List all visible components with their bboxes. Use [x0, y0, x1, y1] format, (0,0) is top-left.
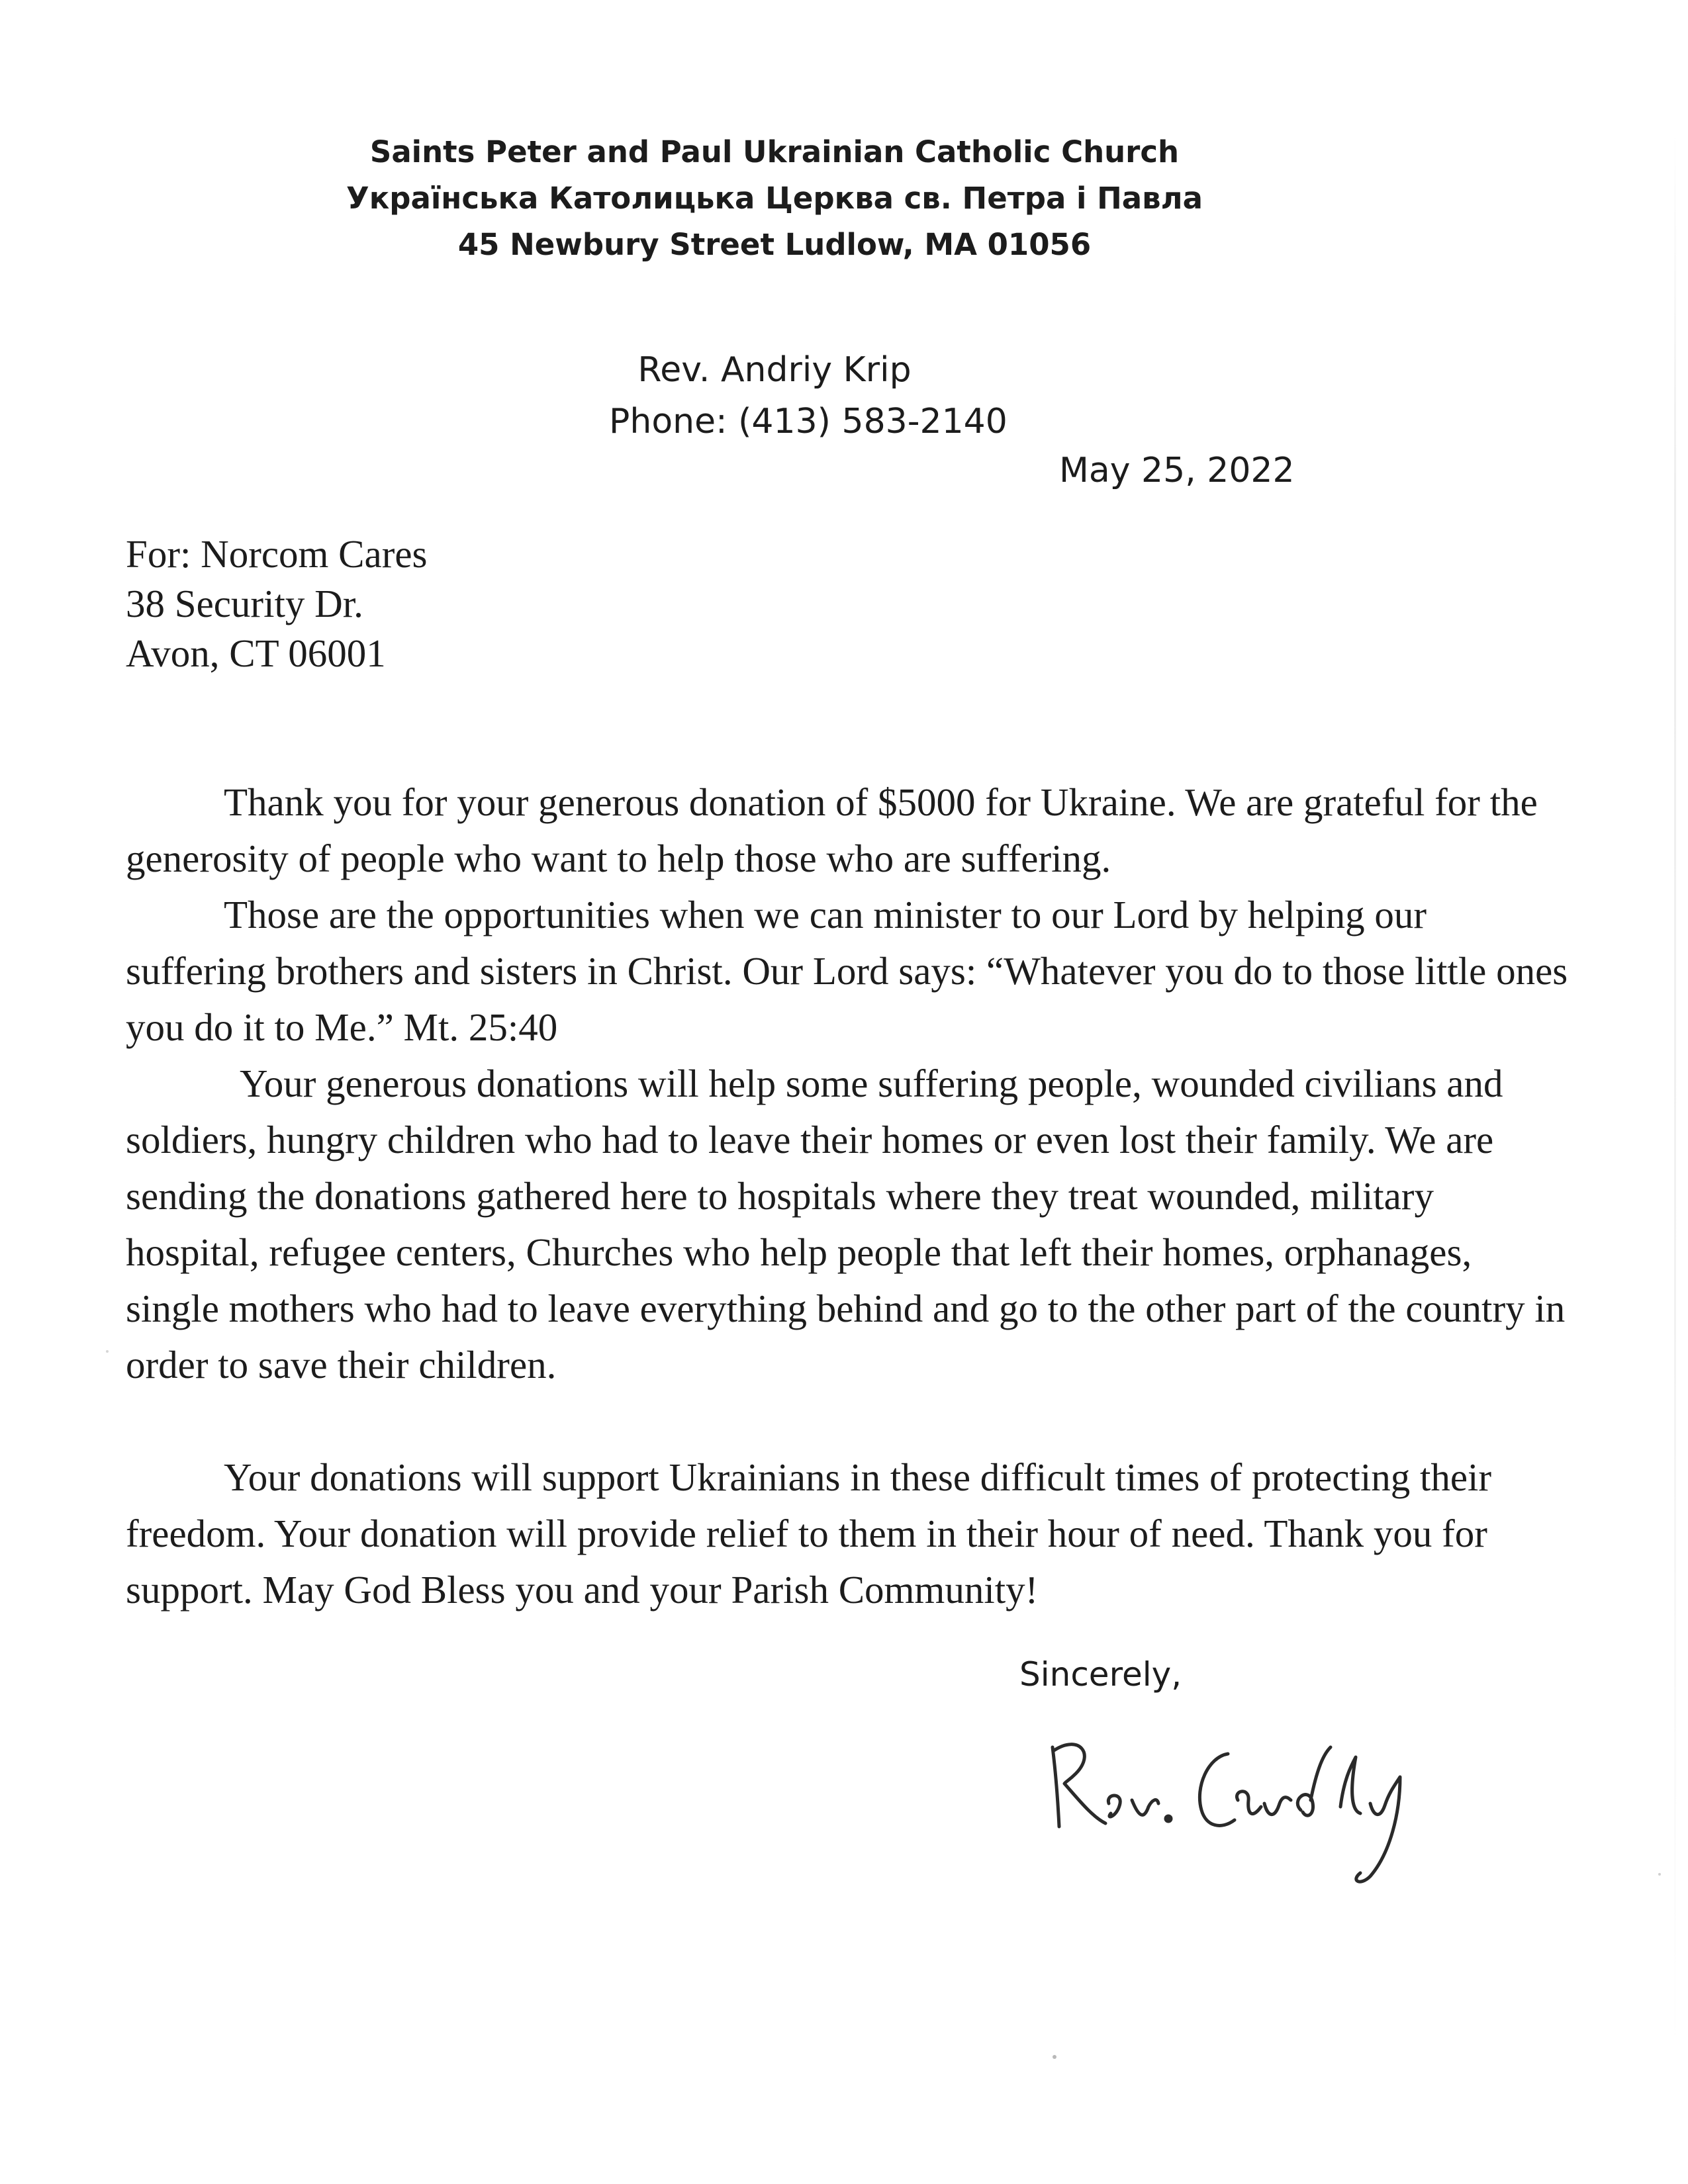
sender-name: Rev. Andriy Krip: [637, 350, 912, 390]
scan-edge-shadow: [1674, 132, 1676, 2052]
church-name-english: Saints Peter and Paul Ukrainian Catholic Church: [369, 134, 1180, 169]
recipient-address: [126, 529, 428, 678]
recipient-line-3: Avon, CT 06001: [126, 631, 386, 675]
handwritten-signature: [1039, 1694, 1463, 1893]
scan-speck: [1658, 1873, 1661, 1876]
scan-speck: [106, 1350, 109, 1353]
church-address: 45 Newbury Street Ludlow, MA 01056: [457, 227, 1092, 262]
scan-speck: [1053, 2055, 1056, 2059]
letter-body: [126, 774, 1569, 1618]
body-paragraph-3: Your generous donations will help some suffering people, wounded civilians and soldiers, hungry children who had to leave their homes or even lost their family. We are sending the donations gathered here to hospitals where they treat wounded, military hospital, refugee centers, Churches who help people that left their homes, orphanages, single mothers who had to leave everything behind and go to the other part of the country in order to save their children.: [126, 1062, 1566, 1387]
closing-salutation: Sincerely,: [1019, 1655, 1182, 1694]
sender-block: [609, 344, 1008, 447]
body-paragraph-2: Those are the opportunities when we can minister to our Lord by helping our suffering brothers and sisters in Christ. Our Lord says: “Whatever you do to those little ones you do it to Me.” Mt. 25:40: [126, 893, 1568, 1049]
body-paragraph-4: Your donations will support Ukrainians in these difficult times of protecting their freedom. Your donation will provide relief to them in their hour of need. Thank you for support. May God Bless you and your Parish Community!: [126, 1455, 1492, 1612]
recipient-line-1: For: Norcom Cares: [126, 532, 428, 576]
letter-date: May 25, 2022: [1059, 451, 1295, 490]
recipient-line-2: 38 Security Dr.: [126, 582, 363, 625]
body-paragraph-1: Thank you for your generous donation of $5000 for Ukraine. We are grateful for the generosity of people who want to help those who are suffering.: [126, 780, 1538, 880]
sender-phone: Phone: (413) 583-2140: [609, 402, 1008, 441]
church-name-ukrainian: Українська Католицька Церква св. Петра і Павла: [346, 181, 1203, 216]
letterhead: [0, 129, 1549, 268]
